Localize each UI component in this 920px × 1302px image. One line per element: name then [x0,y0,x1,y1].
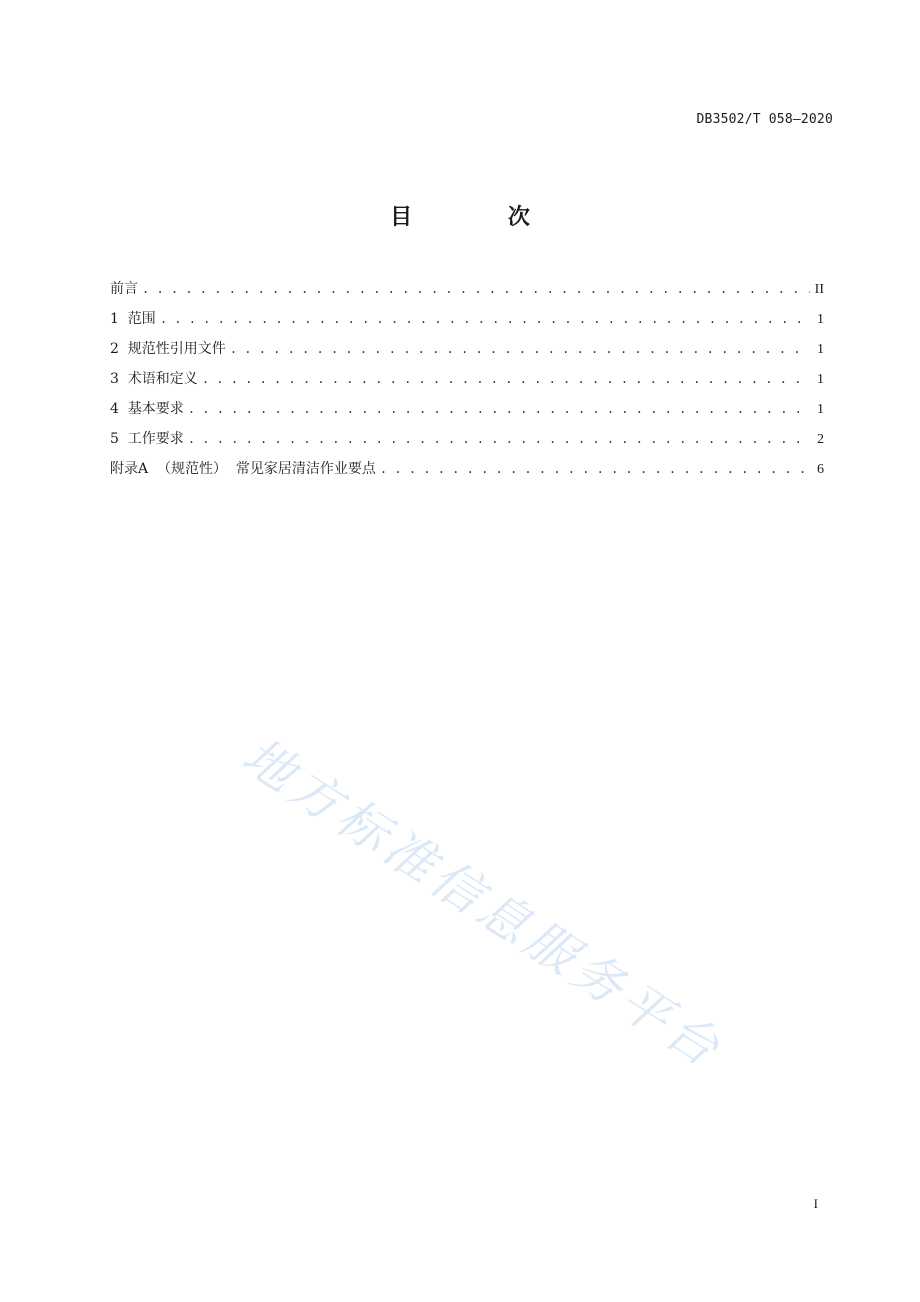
dot-leader [230,338,810,360]
toc-entry-label: 1 范围 [110,311,156,327]
toc-entry-label: 2 规范性引用文件 [110,341,226,357]
toc-entry-basic-requirements[interactable] [110,398,824,428]
page-number: I [813,1196,818,1211]
watermark: 地方标准信息服务平台 [232,726,734,1081]
toc-entry-terms-definitions[interactable] [110,368,824,398]
toc-entry-label: 附录A （规范性） 常见家居清洁作业要点 [110,461,376,477]
toc-entry-page: 1 [817,372,824,387]
toc-entry-label: 3 术语和定义 [110,371,198,387]
toc-entry-work-requirements[interactable] [110,428,824,458]
toc-entry-page: 1 [817,342,824,357]
toc-entry-appendix-a[interactable] [110,458,824,488]
toc-entry-page: II [814,282,824,297]
toc-entry-label: 5 工作要求 [110,431,184,447]
dot-leader [188,428,810,450]
toc-entry-scope[interactable] [110,308,824,338]
toc-entry-label: 前言 [110,281,138,297]
toc-entry-normative-references[interactable] [110,338,824,368]
toc-entry-page: 2 [817,432,824,447]
toc-entry-page: 6 [817,462,824,477]
dot-leader [142,278,810,300]
document-code: DB3502/T 058—2020 [696,112,833,127]
toc-entry-foreword[interactable] [110,278,824,308]
dot-leader [188,398,810,420]
toc-entry-page: 1 [817,312,824,327]
table-of-contents [110,278,824,488]
dot-leader [380,458,810,480]
toc-entry-page: 1 [817,402,824,417]
dot-leader [202,368,810,390]
toc-entry-label: 4 基本要求 [110,401,184,417]
dot-leader [160,308,810,330]
page-title: 目 次 [390,205,574,230]
